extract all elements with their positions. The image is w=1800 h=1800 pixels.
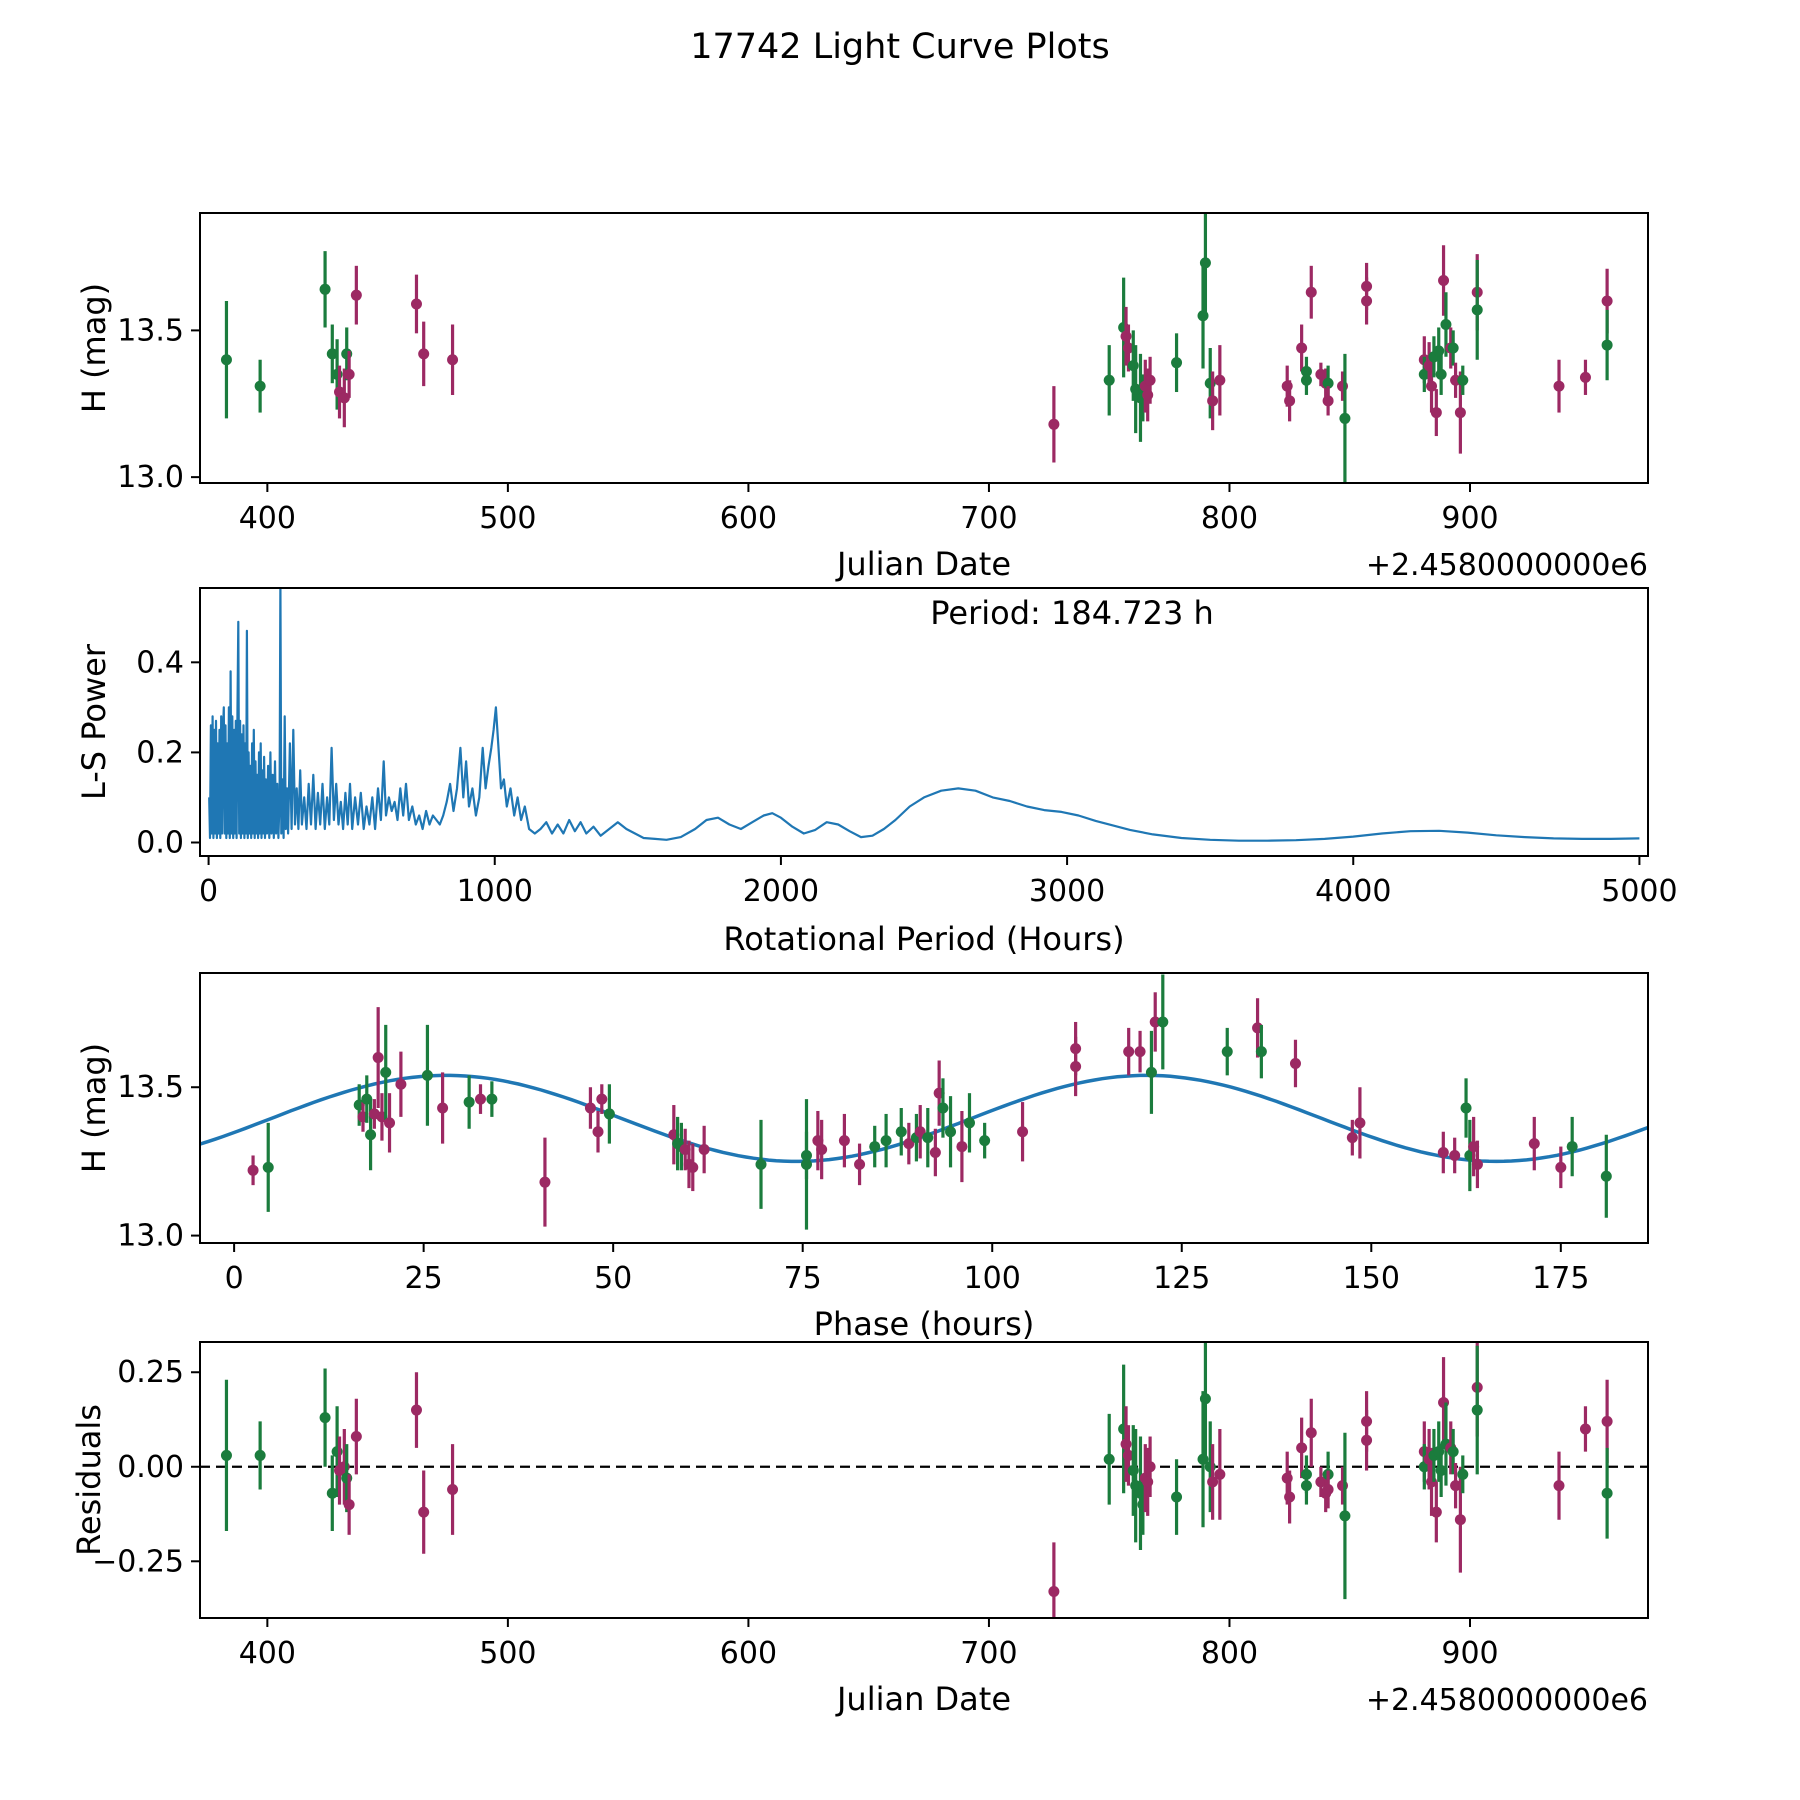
y-tick-label: 0.25 bbox=[117, 1355, 184, 1391]
data-point bbox=[464, 1097, 475, 1108]
x-tick-label: 100 bbox=[963, 1261, 1021, 1296]
data-point bbox=[1222, 1046, 1233, 1057]
x-tick-label: 400 bbox=[238, 1636, 296, 1671]
data-point bbox=[1461, 1103, 1472, 1114]
x-tick-label: 500 bbox=[479, 501, 537, 536]
x-tick-label: 50 bbox=[594, 1261, 633, 1296]
data-point bbox=[922, 1132, 933, 1143]
data-point bbox=[1567, 1141, 1578, 1152]
x-tick-label: 700 bbox=[960, 501, 1018, 536]
x-tick-label: 3000 bbox=[1028, 874, 1106, 909]
data-point bbox=[1448, 1446, 1459, 1457]
data-point bbox=[1296, 343, 1307, 354]
data-point bbox=[1601, 1171, 1612, 1182]
axis-label-residuals: Residuals bbox=[70, 1404, 108, 1556]
data-point bbox=[373, 1052, 384, 1063]
subplot-jd-lightcurve bbox=[117, 210, 1648, 536]
subplot-phase-folded bbox=[117, 973, 1648, 1296]
data-point bbox=[1323, 1484, 1334, 1495]
data-point bbox=[418, 348, 429, 359]
axis-label-h-mag-top: H (mag) bbox=[75, 282, 113, 414]
data-point bbox=[699, 1144, 710, 1155]
data-point bbox=[1361, 1435, 1372, 1446]
data-point bbox=[1361, 296, 1372, 307]
data-point bbox=[1104, 375, 1115, 386]
x-tick-label: 4000 bbox=[1315, 874, 1392, 909]
data-point bbox=[881, 1135, 892, 1146]
data-point bbox=[365, 1129, 376, 1140]
data-point bbox=[344, 369, 355, 380]
data-point bbox=[1200, 1393, 1211, 1404]
data-point bbox=[604, 1108, 615, 1119]
x-tick-label: 600 bbox=[719, 1636, 778, 1671]
data-point bbox=[1472, 1405, 1483, 1416]
data-point bbox=[1296, 1442, 1307, 1453]
x-tick-label: 150 bbox=[1342, 1261, 1400, 1296]
periodogram-data-layer bbox=[209, 581, 1639, 841]
data-point bbox=[930, 1147, 941, 1158]
periodogram-frame bbox=[200, 588, 1648, 856]
x-tick-label: 500 bbox=[479, 1636, 537, 1671]
subplot-residuals bbox=[92, 1338, 1648, 1671]
y-tick-label: 13.5 bbox=[117, 313, 184, 349]
data-point bbox=[756, 1159, 767, 1170]
data-point bbox=[1347, 1132, 1358, 1143]
data-point bbox=[418, 1507, 429, 1518]
data-point bbox=[1431, 1507, 1442, 1518]
data-point bbox=[263, 1162, 274, 1173]
data-point bbox=[869, 1141, 880, 1152]
data-point bbox=[1048, 419, 1059, 430]
y-tick-label: 0.0 bbox=[136, 825, 184, 861]
jd_lightcurve-frame bbox=[200, 213, 1648, 483]
axis-label-ls-power: L-S Power bbox=[75, 643, 113, 801]
data-point bbox=[1431, 407, 1442, 418]
data-point bbox=[1602, 340, 1613, 351]
data-point bbox=[1306, 1427, 1317, 1438]
data-point bbox=[1207, 395, 1218, 406]
axis-label-phase-hours: Phase (hours) bbox=[813, 1305, 1035, 1343]
data-point bbox=[1602, 1488, 1613, 1499]
x-tick-label: 900 bbox=[1441, 1636, 1499, 1671]
data-point bbox=[596, 1094, 607, 1105]
data-point bbox=[1214, 1469, 1225, 1480]
data-point bbox=[320, 1412, 331, 1423]
x-tick-label: 0 bbox=[199, 874, 219, 909]
data-point bbox=[1135, 1046, 1146, 1057]
data-point bbox=[1580, 1423, 1591, 1434]
data-point bbox=[585, 1103, 596, 1114]
data-point bbox=[320, 284, 331, 295]
data-point bbox=[1436, 369, 1447, 380]
data-point bbox=[687, 1162, 698, 1173]
y-tick-label: 0.4 bbox=[136, 645, 184, 681]
period-annotation: Period: 184.723 h bbox=[930, 594, 1214, 632]
ls-power-curve bbox=[209, 581, 1639, 841]
data-point bbox=[344, 1499, 355, 1510]
data-point bbox=[1438, 1147, 1449, 1158]
subplot-periodogram bbox=[136, 581, 1677, 909]
data-point bbox=[945, 1126, 956, 1137]
data-point bbox=[1448, 343, 1459, 354]
data-point bbox=[1070, 1061, 1081, 1072]
data-point bbox=[1157, 1016, 1168, 1027]
data-point bbox=[384, 1117, 395, 1128]
data-point bbox=[1306, 287, 1317, 298]
data-point bbox=[593, 1126, 604, 1137]
data-point bbox=[1284, 1492, 1295, 1503]
axis-label-julian-date-bottom: Julian Date bbox=[836, 1680, 1012, 1718]
data-point bbox=[1284, 395, 1295, 406]
data-point bbox=[411, 1405, 422, 1416]
data-point bbox=[1457, 375, 1468, 386]
data-point bbox=[422, 1070, 433, 1081]
x-tick-label: 25 bbox=[404, 1261, 443, 1296]
data-point bbox=[1301, 1480, 1312, 1491]
axis-label-rotational-period: Rotational Period (Hours) bbox=[723, 920, 1125, 958]
data-point bbox=[937, 1103, 948, 1114]
x-tick-label: 800 bbox=[1200, 501, 1259, 536]
data-point bbox=[221, 354, 232, 365]
data-point bbox=[1048, 1586, 1059, 1597]
y-tick-label: −0.25 bbox=[92, 1544, 184, 1580]
data-point bbox=[854, 1159, 865, 1170]
data-point bbox=[839, 1135, 850, 1146]
x-tick-label: 2000 bbox=[742, 874, 820, 909]
axis-label-h-mag-phase: H (mag) bbox=[75, 1042, 113, 1174]
x-offset-text-bottom: +2.4580000000e6 bbox=[1365, 1683, 1648, 1718]
data-point bbox=[447, 354, 458, 365]
data-point bbox=[1455, 1514, 1466, 1525]
data-point bbox=[1256, 1046, 1267, 1057]
data-point bbox=[956, 1141, 967, 1152]
data-point bbox=[801, 1159, 812, 1170]
data-point bbox=[1455, 407, 1466, 418]
data-point bbox=[221, 1450, 232, 1461]
data-point bbox=[896, 1126, 907, 1137]
data-point bbox=[1171, 1492, 1182, 1503]
x-tick-label: 75 bbox=[783, 1261, 822, 1296]
data-point bbox=[1580, 372, 1591, 383]
x-tick-label: 600 bbox=[719, 501, 778, 536]
data-point bbox=[964, 1117, 975, 1128]
data-point bbox=[1214, 375, 1225, 386]
data-point bbox=[1472, 304, 1483, 315]
y-tick-label: 13.5 bbox=[117, 1070, 184, 1106]
data-point bbox=[486, 1094, 497, 1105]
jd_lightcurve-data-layer bbox=[221, 210, 1613, 483]
data-point bbox=[1472, 1159, 1483, 1170]
data-point bbox=[1354, 1117, 1365, 1128]
data-point bbox=[1554, 1480, 1565, 1491]
data-point bbox=[380, 1067, 391, 1078]
data-point bbox=[351, 1431, 362, 1442]
data-point bbox=[1017, 1126, 1028, 1137]
data-point bbox=[1457, 1469, 1468, 1480]
data-point bbox=[1554, 381, 1565, 392]
data-point bbox=[1290, 1058, 1301, 1069]
data-point bbox=[437, 1103, 448, 1114]
data-point bbox=[979, 1135, 990, 1146]
data-point bbox=[1555, 1162, 1566, 1173]
data-point bbox=[1145, 375, 1156, 386]
residuals-data-layer bbox=[200, 1338, 1648, 1640]
x-tick-label: 0 bbox=[224, 1261, 244, 1296]
data-point bbox=[1339, 1510, 1350, 1521]
y-tick-label: 13.0 bbox=[117, 460, 184, 496]
data-point bbox=[255, 381, 266, 392]
data-point bbox=[1145, 1461, 1156, 1472]
data-point bbox=[395, 1079, 406, 1090]
data-point bbox=[411, 298, 422, 309]
axis-label-julian-date-top: Julian Date bbox=[836, 545, 1012, 583]
y-tick-label: 0.00 bbox=[117, 1449, 184, 1485]
x-tick-label: 900 bbox=[1441, 501, 1499, 536]
y-tick-label: 13.0 bbox=[117, 1218, 184, 1254]
x-tick-label: 400 bbox=[238, 501, 296, 536]
x-tick-label: 1000 bbox=[456, 874, 533, 909]
data-point bbox=[255, 1450, 266, 1461]
data-point bbox=[1200, 257, 1211, 268]
y-tick-label: 0.2 bbox=[136, 735, 184, 771]
x-tick-label: 125 bbox=[1153, 1261, 1211, 1296]
x-tick-label: 800 bbox=[1200, 1636, 1259, 1671]
x-offset-text-top: +2.4580000000e6 bbox=[1365, 548, 1648, 583]
data-point bbox=[351, 290, 362, 301]
data-point bbox=[1301, 375, 1312, 386]
data-point bbox=[1146, 1067, 1157, 1078]
sinusoid-fit-curve bbox=[200, 1075, 1648, 1161]
data-point bbox=[1529, 1138, 1540, 1149]
data-point bbox=[1171, 357, 1182, 368]
data-point bbox=[1438, 275, 1449, 286]
data-point bbox=[1602, 1416, 1613, 1427]
x-tick-label: 700 bbox=[960, 1636, 1018, 1671]
figure-title: 17742 Light Curve Plots bbox=[690, 27, 1110, 67]
x-tick-label: 5000 bbox=[1601, 874, 1678, 909]
data-point bbox=[447, 1484, 458, 1495]
data-point bbox=[1123, 1046, 1134, 1057]
data-point bbox=[1449, 1150, 1460, 1161]
data-point bbox=[816, 1144, 827, 1155]
data-point bbox=[475, 1094, 486, 1105]
x-tick-label: 175 bbox=[1532, 1261, 1590, 1296]
phase_folded-data-layer bbox=[200, 974, 1648, 1229]
data-point bbox=[1104, 1454, 1115, 1465]
data-point bbox=[539, 1177, 550, 1188]
phase_folded-frame bbox=[200, 973, 1648, 1243]
data-point bbox=[1602, 296, 1613, 307]
data-point bbox=[248, 1165, 259, 1176]
data-point bbox=[1339, 413, 1350, 424]
data-point bbox=[1323, 395, 1334, 406]
